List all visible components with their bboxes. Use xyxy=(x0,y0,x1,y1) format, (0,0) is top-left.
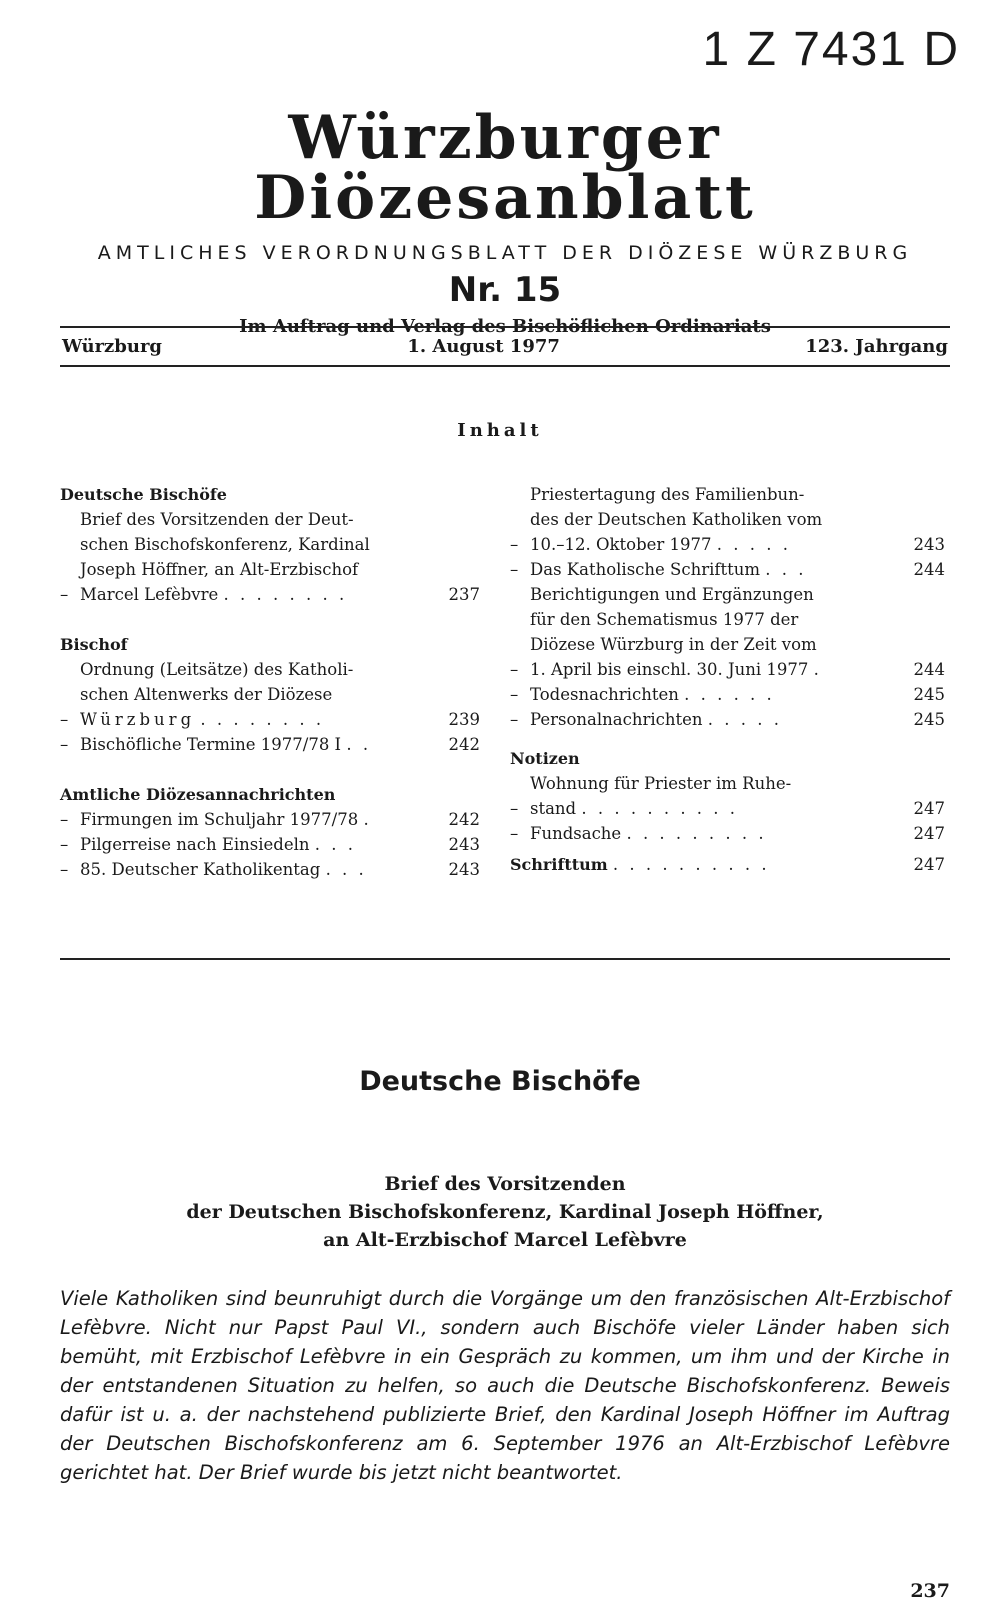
toc-page: 242 xyxy=(448,735,480,754)
toc-heading: Inhalt xyxy=(457,420,543,441)
toc-page: 247 xyxy=(913,824,945,843)
toc-entry-text: Personalnachrichten . . . . . xyxy=(530,710,783,729)
letter-title xyxy=(60,1170,950,1254)
toc-entry-text: Todesnachrichten . . . . . . xyxy=(530,685,775,704)
dateline-volume: 123. Jahrgang xyxy=(805,336,948,357)
toc-page: 247 xyxy=(913,855,945,874)
toc-dash: – xyxy=(60,835,69,854)
page-number: 237 xyxy=(910,1580,950,1602)
dateline xyxy=(60,326,950,367)
toc-page: 242 xyxy=(448,810,480,829)
toc-page: 247 xyxy=(913,799,945,818)
toc-entry-text: Berichtigungen und Ergänzungen für den Schematismus 1977 der Diözese Würzburg in der Zeit vom 1. April bis einschl. 30. Juni 1977 . xyxy=(530,585,822,679)
toc-page: 244 xyxy=(913,560,945,579)
dateline-place: Würzburg xyxy=(62,336,163,357)
toc-dash: – xyxy=(510,710,519,729)
toc-entry-text: Firmungen im Schuljahr 1977/78 . xyxy=(80,810,372,829)
toc-dash: – xyxy=(60,810,69,829)
toc-entry[interactable] xyxy=(60,732,480,757)
intro-paragraph: Viele Katholiken sind beunruhigt durch die Vorgänge um den französischen Alt-Erzbischof Lefèbvre. Nicht nur Papst Paul VI., sondern auch Bischöfe vieler Länder haben sich bemüht, mit Erzbischof Lefèbvre in ein Gespräch zu kommen, um ihm und der Kirche in der entstandenen Situation zu helfen, so auch die Deutsche Bischofskonferenz. Beweis dafür ist u. a. der nachstehend publizierte Brief, den Kardinal Joseph Höffner im Auftrag der Deutschen Bischofskonferenz am 6. September 1976 an Alt-Erzbischof Lefèbvre gerichtet hat. Der Brief wurde bis jetzt nicht beantwortet. xyxy=(60,1286,950,1484)
toc-entry-text: Pilgerreise nach Einsiedeln . . . xyxy=(80,835,357,854)
publisher-line: Im Auftrag und Verlag des Bischöflichen Ordinariats xyxy=(239,316,771,337)
publication-subtitle: AMTLICHES VERORDNUNGSBLATT DER DIÖZESE WÜRZBURG xyxy=(97,242,913,264)
toc-entry-text: Wohnung für Priester im Ruhe- stand . . . . . . . . . . xyxy=(530,774,792,818)
toc-dash: – xyxy=(60,710,69,729)
toc-entry-text: Priestertagung des Familienbun- des der Deutschen Katholiken vom 10.–12. Oktober 1977 . . . . . xyxy=(530,485,823,554)
toc-entry[interactable] xyxy=(510,771,945,821)
toc-left-column xyxy=(60,482,480,882)
letter-title-line: an Alt-Erzbischof Marcel Lefèbvre xyxy=(323,1229,687,1251)
divider xyxy=(60,958,950,960)
letter-title-line: der Deutschen Bischofskonferenz, Kardinal Joseph Höffner, xyxy=(186,1201,824,1223)
toc-entry[interactable] xyxy=(60,807,480,832)
toc-entry[interactable] xyxy=(60,507,480,607)
toc-entry[interactable] xyxy=(60,832,480,857)
toc-dash: – xyxy=(510,660,519,679)
toc-entry-text: Bischöfliche Termine 1977/78 I . . xyxy=(80,735,372,754)
toc-page: 243 xyxy=(448,860,480,879)
toc-entry-text: 85. Deutscher Katholikentag . . . xyxy=(80,860,367,879)
dateline-date: 1. August 1977 xyxy=(407,336,560,357)
toc-entry[interactable] xyxy=(60,657,480,732)
toc-right-column xyxy=(510,482,945,877)
toc-page: 245 xyxy=(913,685,945,704)
toc-entry[interactable] xyxy=(60,857,480,882)
toc-dash: – xyxy=(510,799,519,818)
issue-number: Nr. 15 xyxy=(448,270,562,310)
publication-title: Würzburger Diözesanblatt xyxy=(254,103,756,233)
section-heading: Deutsche Bischöfe xyxy=(359,1066,641,1097)
toc-section-title: Bischof xyxy=(60,635,128,654)
toc-entry-text: Brief des Vorsitzenden der Deut- schen Bischofskonferenz, Kardinal Joseph Höffner, an Alt-Erzbischof Marcel Lefèbvre . . . . . . . . xyxy=(80,510,370,604)
toc-entry[interactable] xyxy=(510,582,945,682)
toc-entry[interactable] xyxy=(510,482,945,557)
toc-section-title: Deutsche Bischöfe xyxy=(60,485,227,504)
toc-section-title: Amtliche Diözesannachrichten xyxy=(60,785,336,804)
toc-entry-text: Fundsache . . . . . . . . . xyxy=(530,824,767,843)
toc-entry[interactable] xyxy=(510,682,945,707)
toc-dash: – xyxy=(60,585,69,604)
toc-dash: – xyxy=(510,824,519,843)
document-code: 1 Z 7431 D xyxy=(702,23,960,76)
toc-page: 243 xyxy=(913,535,945,554)
toc-section-title: Notizen xyxy=(510,749,580,768)
toc-dash: – xyxy=(60,735,69,754)
toc-dash: – xyxy=(510,560,519,579)
toc-page: 245 xyxy=(913,710,945,729)
toc-entry-text: Schrifttum . . . . . . . . . . xyxy=(510,855,770,874)
toc-dash: – xyxy=(510,685,519,704)
toc-entry[interactable] xyxy=(510,852,945,877)
toc-page: 237 xyxy=(448,585,480,604)
letter-title-line: Brief des Vorsitzenden xyxy=(384,1173,626,1195)
toc-entry-text: Ordnung (Leitsätze) des Katholi- schen Altenwerks der Diözese Würzburg . . . . . . . . xyxy=(80,660,354,729)
toc-page: 239 xyxy=(448,710,480,729)
toc-page: 243 xyxy=(448,835,480,854)
toc-page: 244 xyxy=(913,660,945,679)
toc-entry-text: Das Katholische Schrifttum . . . xyxy=(530,560,807,579)
toc-entry[interactable] xyxy=(510,707,945,732)
toc-dash: – xyxy=(510,535,519,554)
toc-dash: – xyxy=(60,860,69,879)
toc-entry[interactable] xyxy=(510,821,945,846)
masthead xyxy=(60,103,950,337)
toc-entry[interactable] xyxy=(510,557,945,582)
